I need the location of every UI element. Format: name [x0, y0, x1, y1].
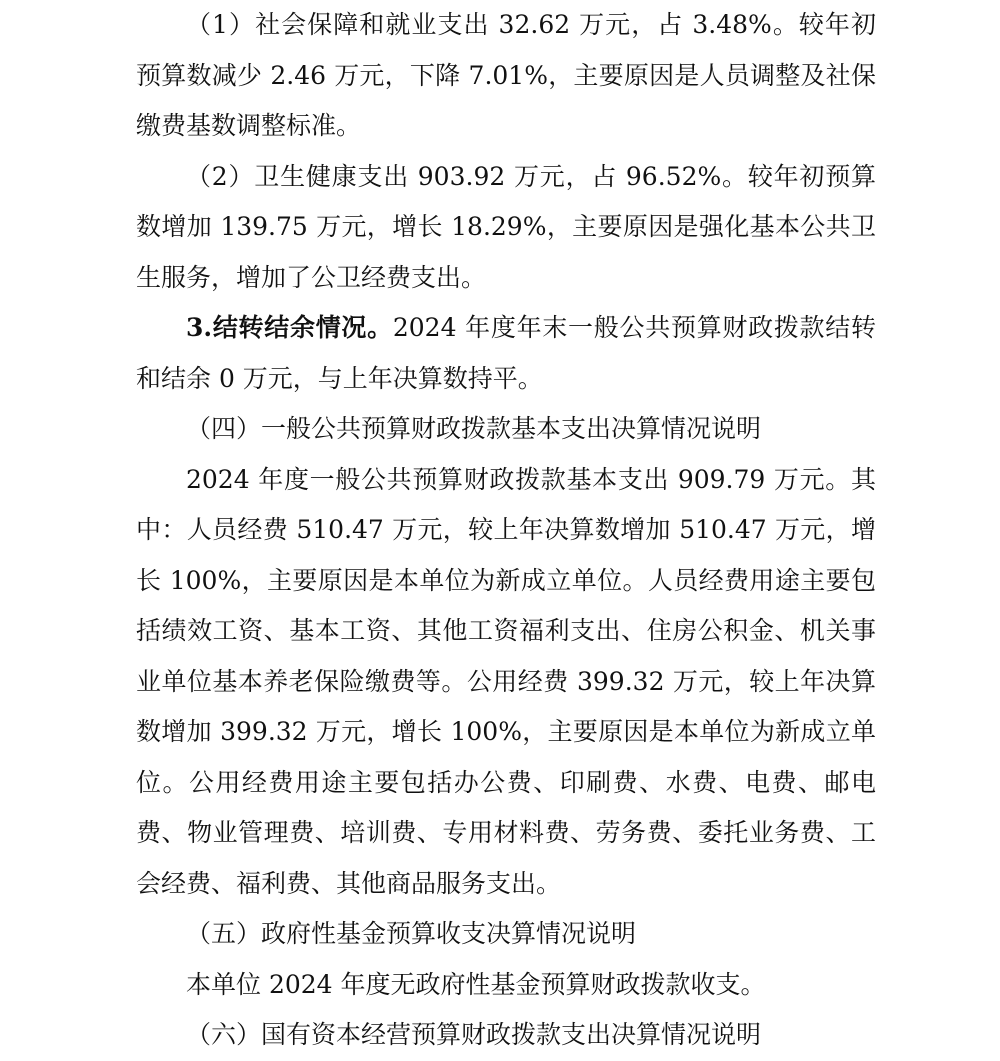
- section5-heading: （五）政府性基金预算收支决算情况说明: [186, 919, 637, 948]
- document-page: [136, 0, 876, 1061]
- paragraph-social-security-expense: （1）社会保障和就业支出 32.62 万元，占 3.48%。较年初预算数减少 2.46 万元，下降 7.01%，主要原因是人员调整及社保缴费基数调整标准。: [136, 10, 876, 140]
- section6-heading: （六）国有资本经营预算财政拨款支出决算情况说明: [186, 1020, 762, 1049]
- section4-heading: （四）一般公共预算财政拨款基本支出决算情况说明: [186, 414, 762, 443]
- section4-body: 2024 年度一般公共预算财政拨款基本支出 909.79 万元。其中：人员经费 510.47 万元，较上年决算数增加 510.47 万元，增长 100%，主要原因是本单位为新成立单位。人员经费用途主要包括绩效工资、基本工资、其他工资福利支出、住房公积金、机关事业单位基本养老保险缴费等。公用经费 399.32 万元，较上年决算数增加 399.32 万元，增长 100%，主要原因是本单位为新成立单位。公用经费用途主要包括办公费、印刷费、水费、电费、邮电费、物业管理费、培训费、专用材料费、劳务费、委托业务费、工会经费、福利费、其他商品服务支出。: [136, 464, 876, 898]
- paragraph-carryover: [136, 303, 876, 404]
- section5-body: 本单位 2024 年度无政府性基金预算财政拨款收支。: [186, 969, 766, 999]
- carryover-lead: 3.结转结余情况。: [186, 313, 393, 342]
- carryover-text: 2024 年度年末一般公共预算财政拨款结转和结余 0 万元，与上年决算数持平。: [136, 313, 876, 393]
- paragraph-health-expense: （2）卫生健康支出 903.92 万元，占 96.52%。较年初预算数增加 139.75 万元，增长 18.29%，主要原因是强化基本公共卫生服务，增加了公卫经费支出。: [136, 161, 876, 292]
